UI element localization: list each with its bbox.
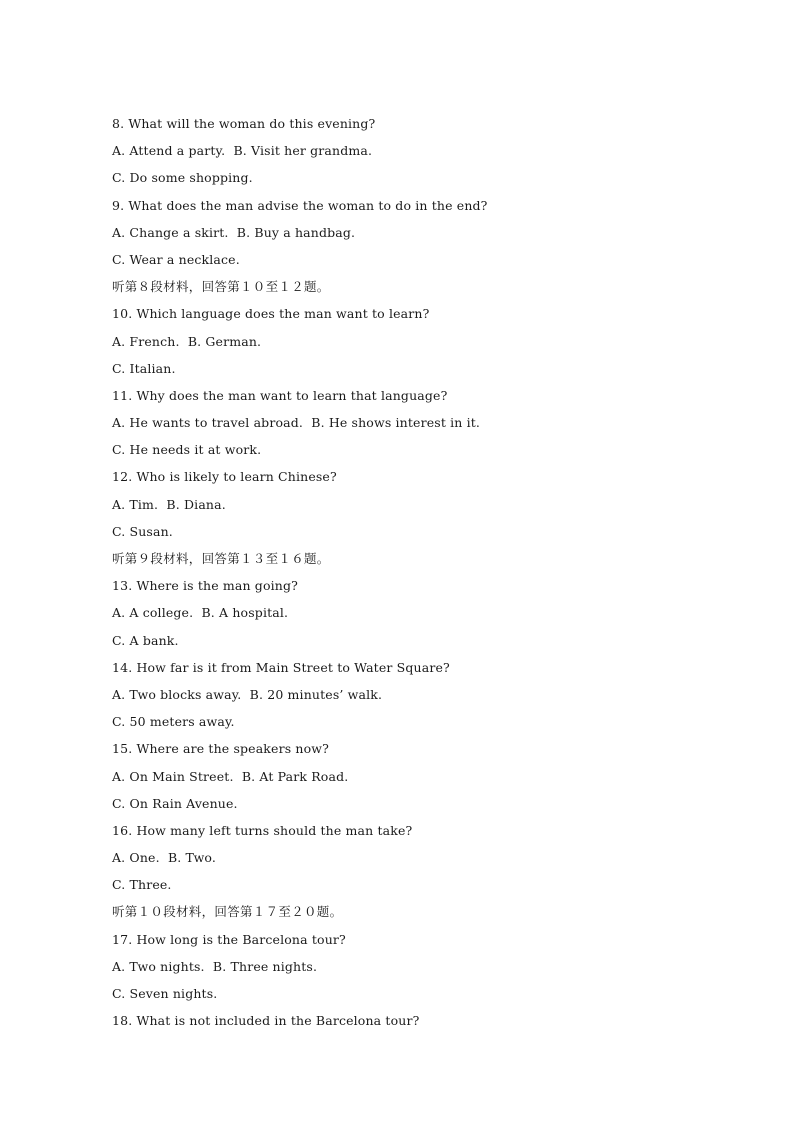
question-15: 15. Where are the speakers now? — [112, 741, 329, 757]
section-heading-9: 听第９段材料，回答第１３至１６题。 — [112, 551, 330, 566]
question-14: 14. How far is it from Main Street to Water Square? — [112, 659, 450, 675]
question-13-option-c: C. A bank. — [112, 632, 179, 648]
question-8-options-ab: A. Attend a party. B. Visit her grandma. — [112, 143, 373, 159]
question-8-option-c: C. Do some shopping. — [112, 170, 253, 186]
question-14-option-c: C. 50 meters away. — [112, 714, 235, 730]
question-9-options-ab: A. Change a skirt. B. Buy a handbag. — [112, 224, 356, 240]
question-12: 12. Who is likely to learn Chinese? — [112, 469, 337, 485]
question-11: 11. Why does the man want to learn that language? — [112, 387, 448, 403]
question-16: 16. How many left turns should the man take? — [112, 822, 413, 838]
question-17: 17. How long is the Barcelona tour? — [112, 931, 346, 947]
question-18: 18. What is not included in the Barcelona tour? — [112, 1013, 420, 1029]
question-12-options-ab: A. Tim. B. Diana. — [112, 496, 226, 512]
document-body — [112, 114, 712, 1038]
question-10-option-c: C. Italian. — [112, 360, 176, 376]
question-17-options-ab: A. Two nights. B. Three nights. — [112, 958, 318, 974]
question-9: 9. What does the man advise the woman to do in the end? — [112, 197, 488, 213]
question-15-options-ab: A. On Main Street. B. At Park Road. — [112, 768, 349, 784]
section-heading-8: 听第８段材料，回答第１０至１２题。 — [112, 279, 330, 295]
section-heading-10: 听第１０段材料，回答第１７至２０题。 — [112, 904, 343, 920]
question-8: 8. What will the woman do this evening? — [112, 116, 376, 131]
question-12-option-c: C. Susan. — [112, 523, 173, 539]
question-10: 10. Which language does the man want to learn? — [112, 306, 430, 322]
question-15-option-c: C. On Rain Avenue. — [112, 795, 238, 811]
question-11-option-c: C. He needs it at work. — [112, 442, 262, 458]
question-16-option-c: C. Three. — [112, 877, 172, 893]
question-10-options-ab: A. French. B. German. — [112, 333, 262, 349]
question-14-options-ab: A. Two blocks away. B. 20 minutes’ walk. — [112, 686, 383, 702]
question-11-options-ab: A. He wants to travel abroad. B. He shows interest in it. — [112, 415, 481, 431]
question-13-options-ab: A. A college. B. A hospital. — [112, 605, 289, 621]
question-16-options-ab: A. One. B. Two. — [112, 850, 216, 866]
question-9-option-c: C. Wear a necklace. — [112, 251, 240, 267]
question-17-option-c: C. Seven nights. — [112, 986, 218, 1001]
question-13: 13. Where is the man going? — [112, 578, 298, 594]
